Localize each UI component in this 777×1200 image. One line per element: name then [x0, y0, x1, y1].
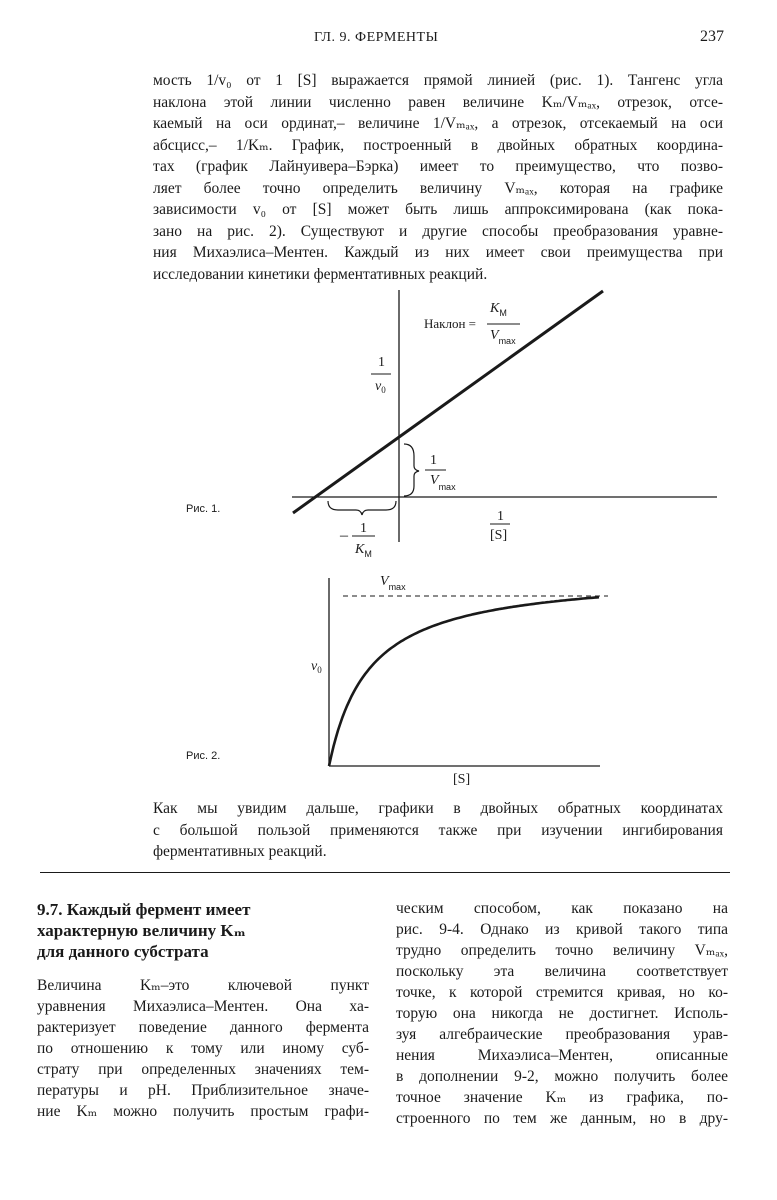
intro-line: мость 1/v₀ от 1 [S] выражается прямой линией (рис. 1). Тангенс угла	[153, 72, 723, 89]
figure1-caption: Рис. 1.	[186, 503, 221, 515]
figure1-xint-num: 1	[360, 521, 367, 536]
figure2-chart	[0, 570, 777, 790]
intro-line: ния Михаэлиса–Ментен. Каждый из них имеет свои преимущества при	[153, 244, 723, 261]
right-line: точное значение Kₘ из графика, по-	[396, 1089, 728, 1106]
figure2-curve	[329, 597, 599, 766]
figure1-intercept-brace	[404, 444, 419, 496]
figure2-asymptote-label: $V_{max}$	[380, 574, 406, 592]
figure1-y-num: 1	[378, 355, 385, 370]
after-line: Как мы увидим дальше, графики в двойных обратных координатах	[153, 800, 723, 817]
right-line: поскольку эта величина соответствует	[396, 963, 728, 980]
left-column-text	[37, 975, 369, 1122]
right-line: в дополнении 9-2, можно получить более	[396, 1068, 728, 1085]
right-line: строенного по тем же данным, но в дру-	[396, 1110, 728, 1127]
left-line: страту при определенных значениях тем-	[37, 1061, 369, 1078]
page-number: 237	[700, 28, 724, 45]
figure1-intercept-num: 1	[430, 453, 437, 468]
figure2-x-label: [S]	[453, 772, 471, 787]
right-line: зуя алгебраические преобразования урав-	[396, 1026, 728, 1043]
figure1-chart	[0, 280, 777, 580]
after-line: с большой пользой применяются также при изучении ингибирования	[153, 821, 723, 839]
figure1-intercept-den: $V_{max}$	[430, 473, 456, 492]
left-line: пературы и pH. Приблизительное значе-	[37, 1082, 369, 1099]
intro-line: зависимости v₀ от [S] может быть лишь аппроксимирована (как пока-	[153, 201, 723, 218]
right-line: точке, к которой стремится кривая, но ко-	[396, 984, 728, 1001]
intro-line: тах (график Лайнуивера–Бэрка) имеет то преимущество, что позво-	[153, 158, 723, 175]
intro-line: зано на рис. 2). Существуют и другие способы преобразования уравне-	[153, 222, 723, 240]
right-line: ческим способом, как показано на	[396, 900, 728, 917]
figure2-caption: Рис. 2.	[186, 750, 221, 762]
figure1-slope-den: $V_{max}$	[490, 328, 516, 346]
right-line: трудно определить точно величину Vₘₐₓ,	[396, 942, 728, 959]
after-figures-paragraph	[153, 798, 723, 863]
after-line: ферментативных реакций.	[153, 843, 327, 860]
figure1-slope-num: $K_M$	[490, 301, 507, 318]
left-line: Величина Kₘ–это ключевой пункт	[37, 977, 369, 994]
figure1-xint-brace	[328, 501, 396, 515]
section-divider	[40, 872, 730, 873]
intro-line: ляет более точно определить величину Vₘₐₓ, которая на графике	[153, 179, 723, 197]
figure1-xint-sign: –	[340, 527, 348, 544]
figure1-x-num: 1	[497, 509, 504, 524]
right-line: рис. 9-4. Однако из кривой такого типа	[396, 921, 728, 938]
left-line: ние Kₘ можно получить простым графи-	[37, 1103, 369, 1120]
intro-line: каемый на оси ординат,– величине 1/Vₘₐₓ, а отрезок, отсекаемый на оси	[153, 115, 723, 132]
intro-line: исследовании кинетики ферментативных реакций.	[153, 265, 488, 283]
heading-line: для данного субстрата	[37, 942, 209, 961]
intro-line: наклона этой линии численно равен величине Kₘ/Vₘₐₓ, отрезок, отсе-	[153, 93, 723, 111]
intro-line: абсцисс,– 1/Kₘ. График, построенный в двойных обратных координа-	[153, 136, 723, 154]
figure1-y-den: $v_0$	[375, 379, 386, 395]
running-header-title: ГЛ. 9. ФЕРМЕНТЫ	[314, 30, 439, 45]
left-line: уравнения Михаэлиса–Ментен. Она ха-	[37, 998, 369, 1015]
right-line: торую она никогда не достигнет. Исполь-	[396, 1005, 728, 1022]
figure1-xint-den: $K_M$	[355, 542, 372, 559]
heading-line: характерную величину Kₘ	[37, 921, 247, 940]
left-line: рактеризует поведение данного фермента	[37, 1019, 369, 1036]
right-column-text	[396, 898, 728, 1129]
heading-line: 9.7. Каждый фермент имеет	[37, 900, 251, 919]
left-line: по отношению к тому или иному суб-	[37, 1040, 369, 1057]
right-line: нения Михаэлиса–Ментен, описанные	[396, 1047, 728, 1064]
figure1-x-den: [S]	[490, 528, 508, 543]
figure2-y-label: $v_0$	[311, 659, 322, 675]
figure1-slope-label: Наклон =	[424, 316, 476, 331]
section-heading	[37, 899, 367, 962]
intro-paragraph	[153, 70, 723, 285]
